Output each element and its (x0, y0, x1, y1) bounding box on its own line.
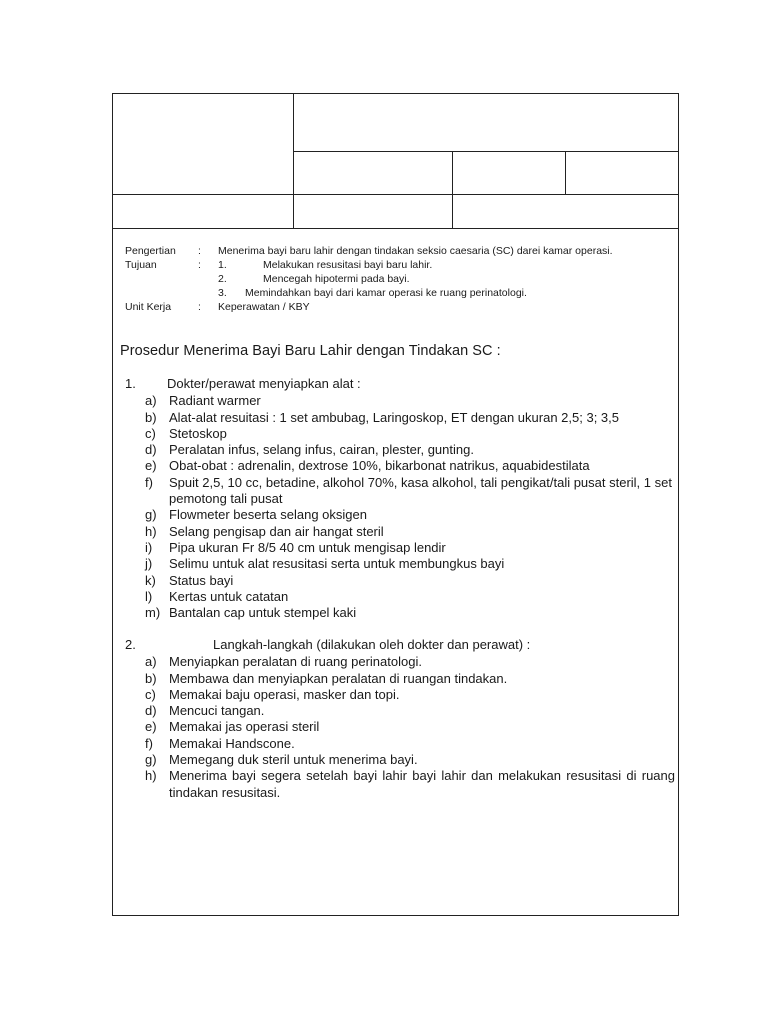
meta-colon: : (198, 301, 201, 313)
list-item-text: Alat-alat resuitasi : 1 set ambubag, Laringoskop, ET dengan ukuran 2,5; 3; 3,5 (169, 409, 619, 425)
list-item (125, 736, 675, 752)
list-item-text: Pipa ukuran Fr 8/5 40 cm untuk mengisap lendir (169, 539, 446, 555)
list-item-text: Mencuci tangan. (169, 703, 265, 719)
list-item (125, 605, 675, 621)
meta-row-tujuan-2 (125, 272, 613, 286)
list-item-label: g) (145, 752, 157, 768)
list-item (125, 589, 675, 605)
step-text: Memindahkan bayi dari kamar operasi ke ruang perinatologi. (245, 287, 527, 299)
list-item (125, 768, 675, 801)
list-item (125, 556, 675, 572)
header-divider (113, 228, 679, 229)
section-heading (125, 637, 675, 653)
list-item-label: e) (145, 458, 157, 474)
list-item-text: Memakai Handscone. (169, 735, 295, 751)
list-item-text: Status bayi (169, 572, 234, 588)
list-item (125, 703, 675, 719)
list-item-label: g) (145, 507, 157, 523)
meta-row-unit-kerja (125, 300, 613, 314)
meta-block (125, 244, 613, 314)
header-divider (293, 151, 679, 152)
meta-value (218, 286, 613, 300)
step-number: 2. (218, 273, 227, 285)
list-item (125, 671, 675, 687)
section-item-list (125, 393, 675, 621)
meta-row-pengertian (125, 244, 613, 258)
section-heading (125, 376, 675, 392)
meta-key: Unit Kerja (125, 301, 172, 313)
list-item (125, 524, 675, 540)
meta-value: Menerima bayi baru lahir dengan tindakan seksio caesaria (SC) darei kamar operasi. (218, 245, 613, 257)
meta-colon: : (198, 259, 201, 271)
list-item-text: Peralatan infus, selang infus, cairan, plester, gunting. (169, 442, 474, 458)
list-item-text: Bantalan cap untuk stempel kaki (169, 605, 357, 621)
list-item-text: Obat-obat : adrenalin, dextrose 10%, bikarbonat natrikus, aquabidestilata (169, 458, 590, 474)
procedure-title: Prosedur Menerima Bayi Baru Lahir dengan Tindakan SC : (120, 343, 501, 359)
list-item (125, 654, 675, 670)
list-item (125, 410, 675, 426)
section-tools (125, 376, 675, 621)
list-item-label: b) (145, 409, 157, 425)
header-divider (565, 151, 566, 194)
list-item-label: h) (145, 523, 157, 539)
list-item-text: Memakai jas operasi steril (169, 719, 320, 735)
step-text: Melakukan resusitasi bayi baru lahir. (263, 259, 433, 271)
list-item-text: Spuit 2,5, 10 cc, betadine, alkohol 70%, kasa alkohol, tali pengikat/tali pusat steril, 1 set pemotong tali pusat (169, 474, 672, 507)
header-divider (452, 151, 453, 228)
list-item-label: j) (145, 556, 153, 572)
list-item-label: d) (145, 703, 157, 719)
meta-key: Pengertian (125, 245, 176, 257)
list-item (125, 507, 675, 523)
header-divider (113, 194, 679, 195)
list-item-label: i) (145, 539, 153, 555)
list-item (125, 687, 675, 703)
list-item-text: Radiant warmer (169, 393, 261, 409)
meta-value (218, 258, 613, 272)
meta-value: Keperawatan / KBY (218, 301, 310, 313)
list-item-text: Menerima bayi segera setelah bayi lahir bayi lahir dan melakukan resusitasi di ruang tindakan resusitasi. (169, 768, 675, 800)
list-item-label: a) (145, 393, 157, 409)
list-item-text: Flowmeter beserta selang oksigen (169, 507, 367, 523)
list-item-label: b) (145, 670, 157, 686)
section-heading-text: Langkah-langkah (dilakukan oleh dokter dan perawat) : (213, 637, 531, 652)
meta-key: Tujuan (125, 259, 157, 271)
list-item-label: h) (145, 768, 157, 784)
list-item-text: Membawa dan menyiapkan peralatan di ruangan tindakan. (169, 670, 508, 686)
list-item-label: f) (145, 735, 153, 751)
step-number: 3. (218, 287, 227, 299)
list-item (125, 458, 675, 474)
meta-row-tujuan-3 (125, 286, 613, 300)
list-item-text: Memegang duk steril untuk menerima bayi. (169, 752, 418, 768)
list-item (125, 752, 675, 768)
section-number: 1. (125, 376, 136, 391)
step-number: 1. (218, 259, 227, 271)
list-item-text: Kertas untuk catatan (169, 588, 289, 604)
list-item (125, 573, 675, 589)
list-item (125, 442, 675, 458)
list-item (125, 426, 675, 442)
list-item (125, 540, 675, 556)
meta-colon: : (198, 245, 201, 257)
list-item-text: Menyiapkan peralatan di ruang perinatologi. (169, 654, 422, 670)
section-item-list (125, 654, 675, 801)
section-heading-text: Dokter/perawat menyiapkan alat : (167, 376, 361, 391)
list-item-label: d) (145, 442, 157, 458)
list-item-label: k) (145, 572, 156, 588)
list-item-label: f) (145, 474, 153, 490)
list-item-text: Memakai baju operasi, masker dan topi. (169, 686, 400, 702)
list-item-text: Selimu untuk alat resusitasi serta untuk membungkus bayi (169, 556, 505, 572)
meta-row-tujuan (125, 258, 613, 272)
list-item (125, 393, 675, 409)
list-item (125, 475, 675, 508)
list-item-label: m) (145, 605, 161, 621)
list-item-label: a) (145, 654, 157, 670)
step-text: Mencegah hipotermi pada bayi. (263, 273, 410, 285)
header-divider (293, 94, 294, 228)
section-steps (125, 637, 675, 801)
meta-value (218, 272, 613, 286)
list-item-label: c) (145, 686, 156, 702)
list-item-text: Stetoskop (169, 425, 227, 441)
list-item-label: c) (145, 425, 156, 441)
list-item-label: e) (145, 719, 157, 735)
section-number: 2. (125, 637, 136, 652)
list-item (125, 719, 675, 735)
list-item-label: l) (145, 588, 153, 604)
list-item-text: Selang pengisap dan air hangat steril (169, 523, 384, 539)
